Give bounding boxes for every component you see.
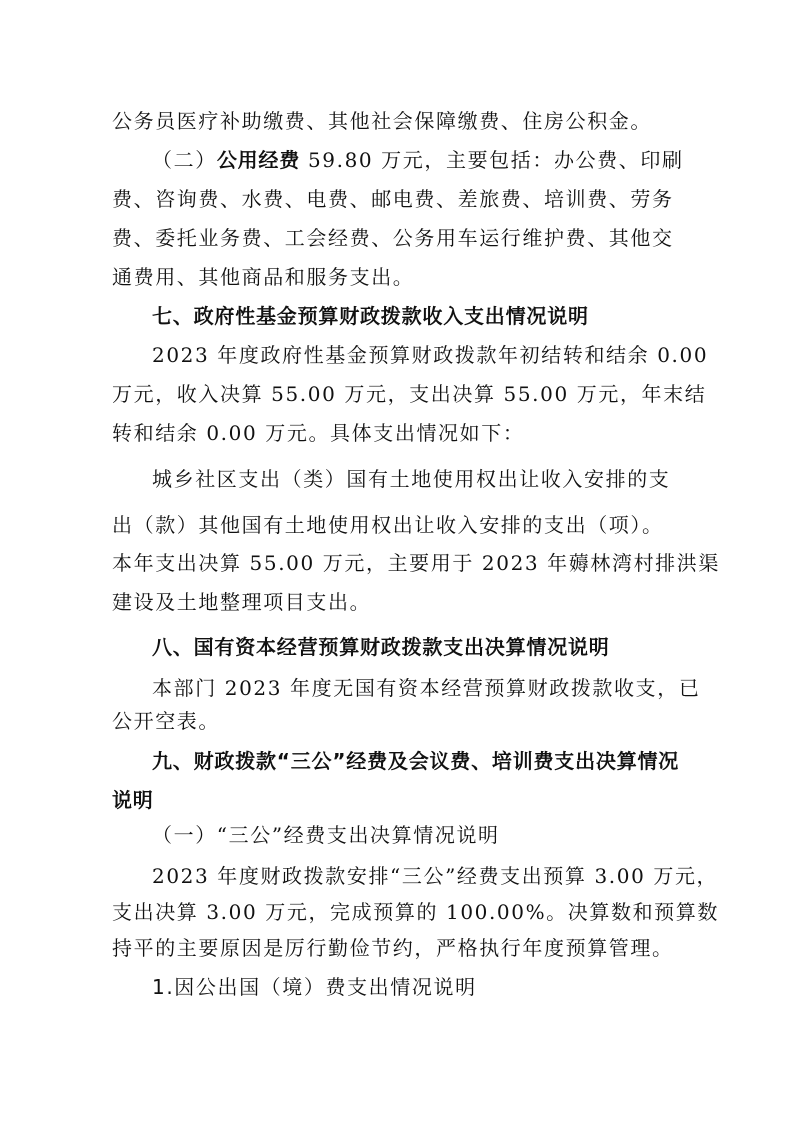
paragraph-line: 公务员医疗补助缴费、其他社会保障缴费、住房公积金。: [112, 109, 652, 133]
paragraph-line: 公开空表。: [112, 709, 220, 733]
sub-heading: （一）“三公”经费支出决算情况说明: [152, 823, 500, 847]
sub-heading: 1.因公出国（境）费支出情况说明: [152, 975, 477, 999]
paragraph-text: 59.80 万元，主要包括：办公费、印刷: [300, 148, 684, 172]
paragraph-line: 本年支出决算 55.00 万元，主要用于 2023 年薅林湾村排洪渠: [112, 551, 720, 575]
paragraph-line: 2023 年度政府性基金预算财政拨款年初结转和结余 0.00: [152, 343, 709, 367]
section-heading: 八、国有资本经营预算财政拨款支出决算情况说明: [152, 635, 610, 659]
paragraph-line: 建设及土地整理项目支出。: [112, 590, 372, 614]
paragraph-line: 万元，收入决算 55.00 万元，支出决算 55.00 万元，年末结: [112, 382, 707, 406]
paragraph-line: 城乡社区支出（类）国有土地使用权出让收入安排的支: [152, 467, 671, 491]
paragraph-line: 2023 年度财政拨款安排“三公”经费支出预算 3.00 万元，: [152, 864, 719, 888]
paragraph-line: 出（款）其他国有土地使用权出让收入安排的支出（项）。: [112, 513, 664, 537]
section-heading: 九、财政拨款“三公”经费及会议费、培训费支出决算情况: [152, 749, 680, 773]
section-heading-continued: 说明: [112, 788, 154, 812]
paragraph-line: 费、委托业务费、工会经费、公务用车运行维护费、其他交: [112, 226, 674, 250]
sub-heading-term: 公用经费: [216, 148, 301, 172]
paragraph-line: 费、咨询费、水费、电费、邮电费、差旅费、培训费、劳务: [112, 187, 674, 211]
paragraph-line: 本部门 2023 年度无国有资本经营预算财政拨款收支，已: [152, 676, 701, 700]
paragraph-line: 支出决算 3.00 万元，完成预算的 100.00%。决算数和预算数: [112, 900, 719, 924]
paragraph-line: 通费用、其他商品和服务支出。: [112, 265, 415, 289]
paragraph-line: 持平的主要原因是厉行勤俭节约，严格执行年度预算管理。: [112, 936, 674, 960]
sub-heading-number: （二）: [152, 148, 217, 172]
section-heading: 七、政府性基金预算财政拨款收入支出情况说明: [152, 304, 589, 328]
paragraph-line: [152, 147, 682, 173]
paragraph-line: 转和结余 0.00 万元。具体支出情况如下：: [112, 421, 525, 445]
